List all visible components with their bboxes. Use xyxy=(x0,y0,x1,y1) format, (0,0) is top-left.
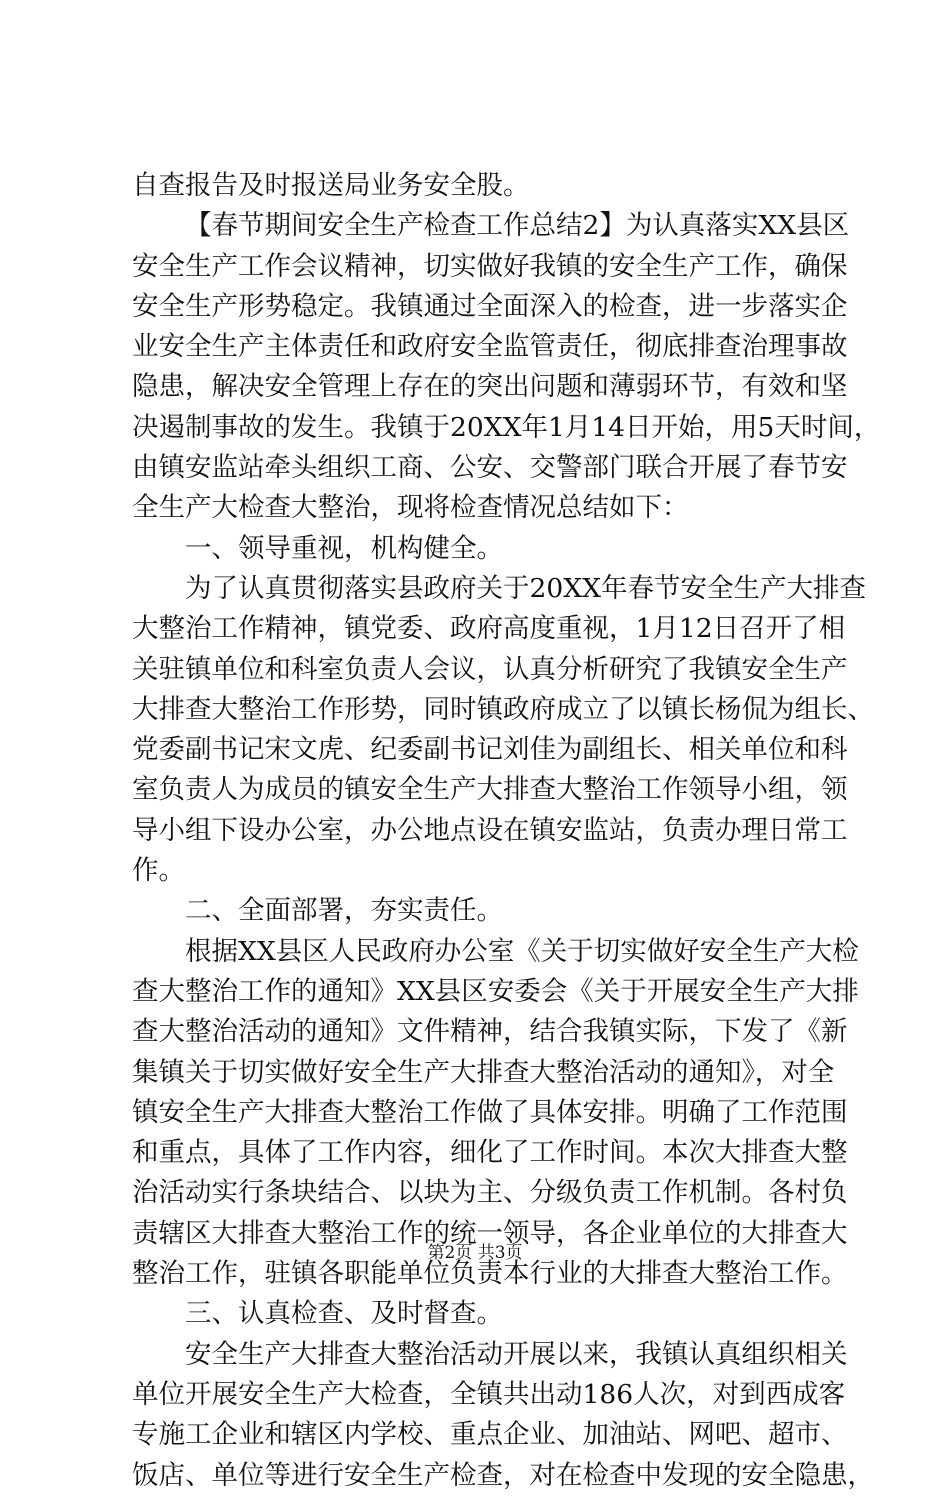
text-line: 党委副书记宋文虎、纪委副书记刘佳为副组长、相关单位和科 xyxy=(132,734,848,766)
text-line: 【春节期间安全生产检查工作总结2】为认真落实XX县区 xyxy=(185,210,850,242)
text-line: 关驻镇单位和科室负责人会议，认真分析研究了我镇安全生产 xyxy=(132,653,848,685)
text-line: 室负责人为成员的镇安全生产大排查大整治工作领导小组，领 xyxy=(132,774,848,806)
text-line: 专施工企业和辖区内学校、重点企业、加油站、网吧、超市、 xyxy=(132,1419,848,1451)
text-line: 三、认真检查、及时督查。 xyxy=(185,1298,503,1330)
text-line: 安全生产工作会议精神，切实做好我镇的安全生产工作，确保 xyxy=(132,250,848,282)
text-line: 饭店、单位等进行安全生产检查，对在检查中发现的安全隐患， xyxy=(132,1459,874,1491)
text-line: 整治工作，驻镇各职能单位负责本行业的大排查大整治工作。 xyxy=(132,1258,848,1290)
text-line: 集镇关于切实做好安全生产大排查大整治活动的通知》，对全 xyxy=(132,1056,835,1088)
text-line: 隐患，解决安全管理上存在的突出问题和薄弱环节，有效和坚 xyxy=(132,371,848,403)
text-line: 安全生产形势稳定。我镇通过全面深入的检查，进一步落实企 xyxy=(132,290,848,322)
text-line: 和重点，具体了工作内容，细化了工作时间。本次大排查大整 xyxy=(132,1137,848,1169)
text-line: 治活动实行条块结合、以块为主、分级负责工作机制。各村负 xyxy=(132,1177,848,1209)
text-line: 作。 xyxy=(132,855,185,887)
document-body xyxy=(132,166,881,1496)
text-line: 一、领导重视，机构健全。 xyxy=(185,532,503,564)
text-line: 为了认真贯彻落实县政府关于20XX年春节安全生产大排查 xyxy=(185,572,866,604)
text-line: 查大整治工作的通知》XX县区安委会《关于开展安全生产大排 xyxy=(132,975,859,1007)
text-line: 责辖区大排查大整治工作的统一领导，各企业单位的大排查大 xyxy=(132,1217,848,1249)
text-line: 镇安全生产大排查大整治工作做了具体安排。明确了工作范围 xyxy=(132,1096,848,1128)
text-line: 由镇安监站牵头组织工商、公安、交警部门联合开展了春节安 xyxy=(132,452,848,484)
text-line: 单位开展安全生产大检查，全镇共出动186人次，对到西成客 xyxy=(132,1378,846,1410)
text-line: 二、全面部署，夯实责任。 xyxy=(185,895,503,927)
text-line: 导小组下设办公室，办公地点设在镇安监站，负责办理日常工 xyxy=(132,814,848,846)
text-line: 根据XX县区人民政府办公室《关于切实做好安全生产大检 xyxy=(185,935,859,967)
text-line: 查大整治活动的通知》文件精神，结合我镇实际，下发了《新 xyxy=(132,1016,848,1048)
text-line: 自查报告及时报送局业务安全股。 xyxy=(132,170,530,201)
text-line: 大排查大整治工作形势，同时镇政府成立了以镇长杨侃为组长、 xyxy=(132,693,874,725)
text-line: 大整治工作精神，镇党委、政府高度重视，1月12日召开了相 xyxy=(132,613,846,645)
page-footer: 第2页 共3页 xyxy=(427,1243,523,1263)
text-line: 全生产大检查大整治，现将检查情况总结如下： xyxy=(132,492,689,524)
text-line: 业安全生产主体责任和政府安全监管责任，彻底排查治理事故 xyxy=(132,331,848,363)
text-line: 决遏制事故的发生。我镇于20XX年1月14日开始，用5天时间， xyxy=(132,411,881,443)
text-line: 安全生产大排查大整治活动开展以来，我镇认真组织相关 xyxy=(185,1338,848,1370)
